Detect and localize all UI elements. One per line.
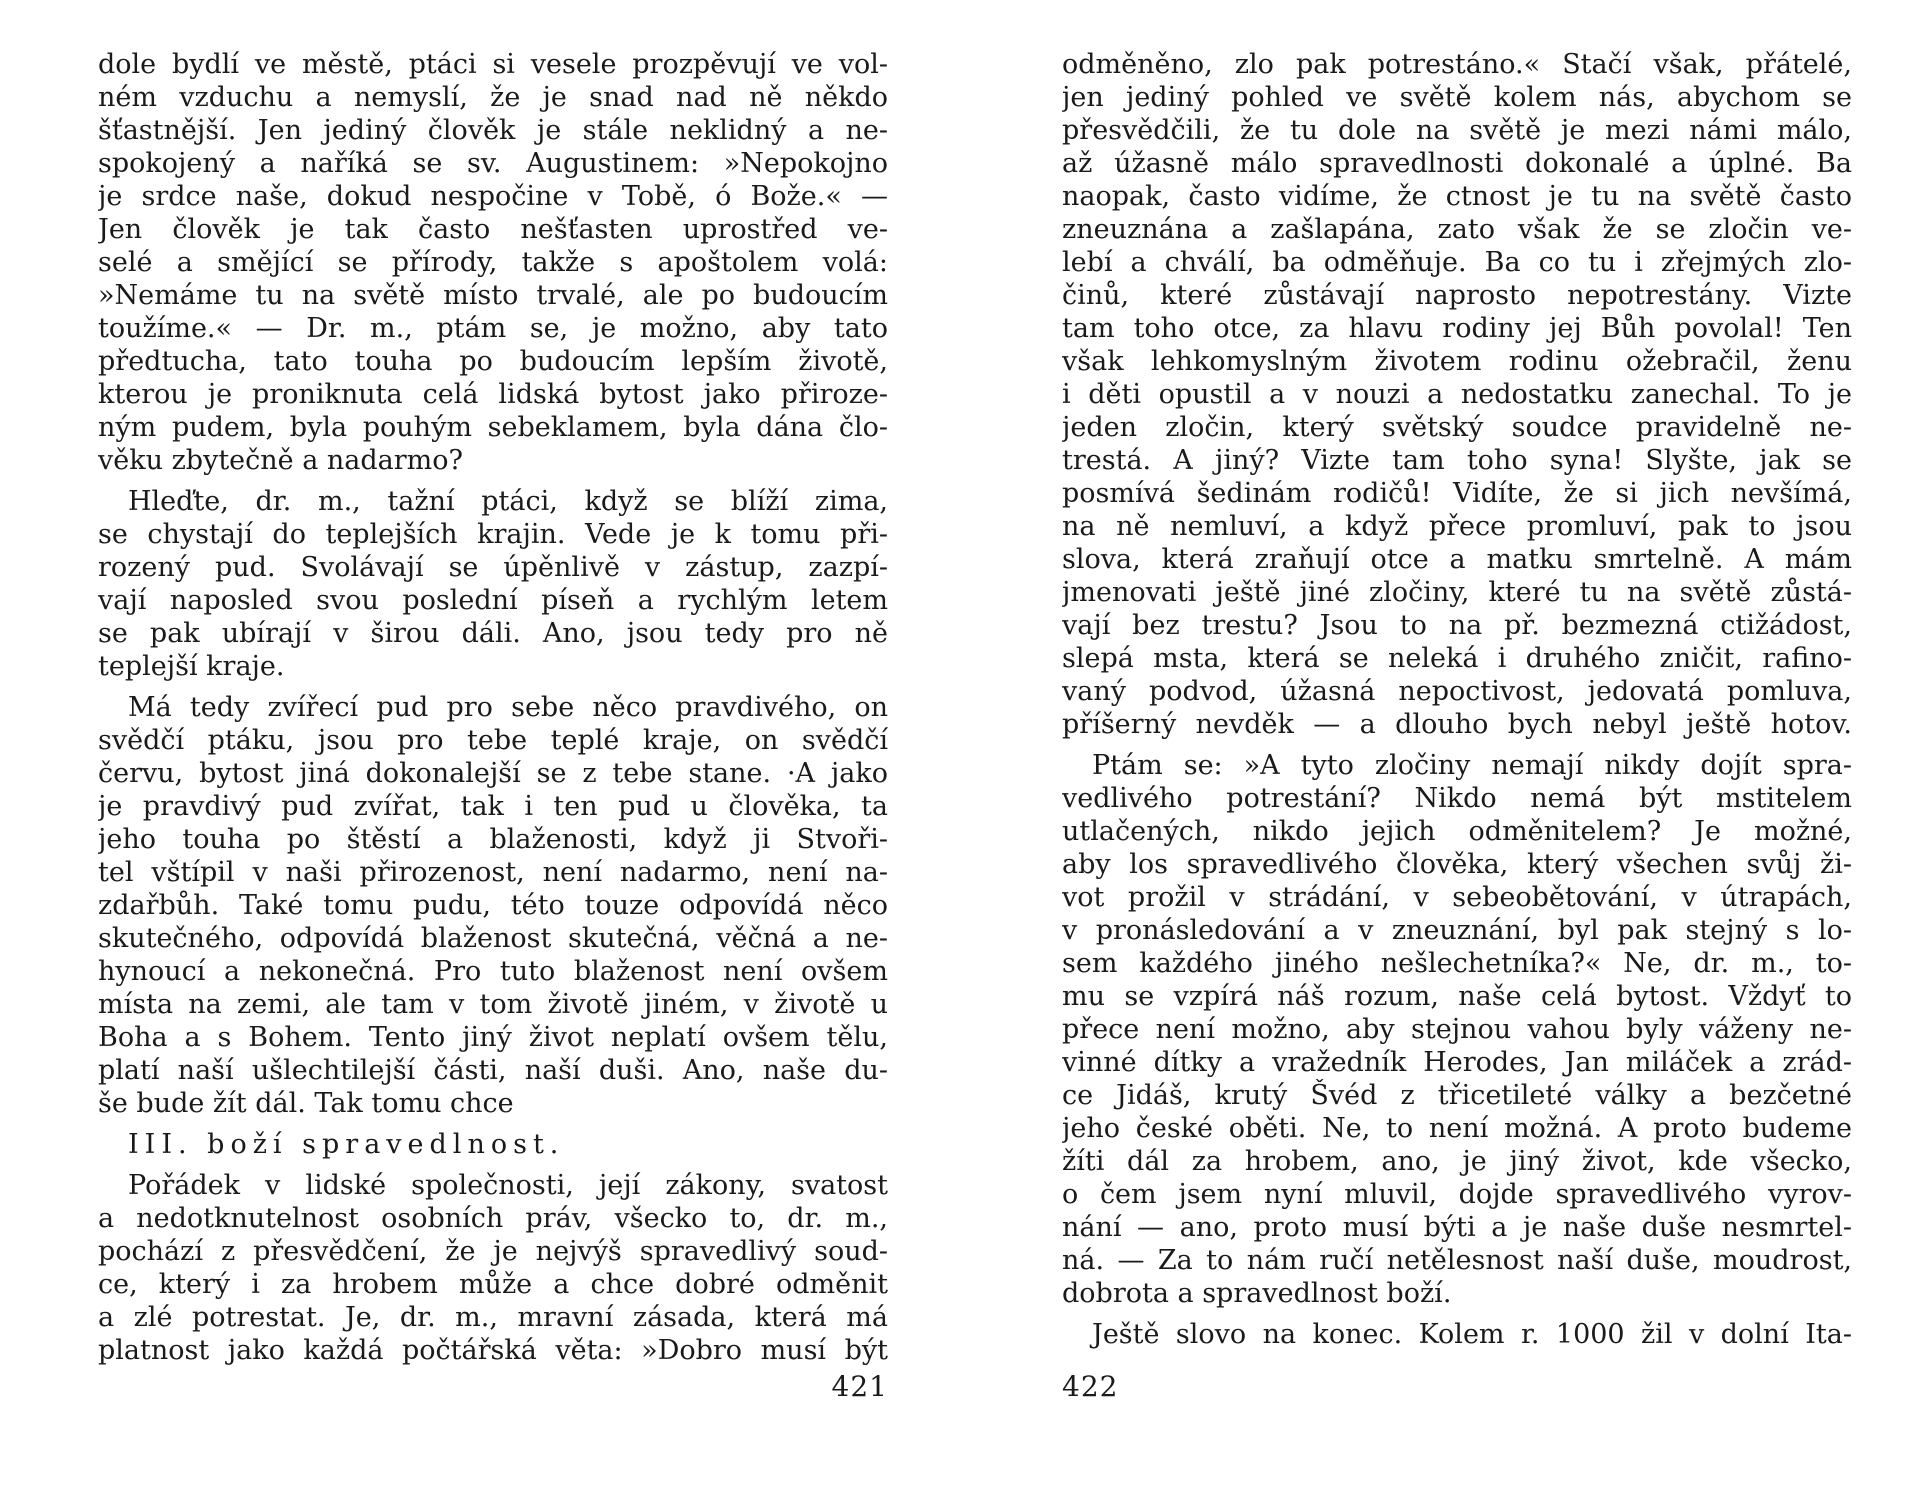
text-line: še bude žít dál. Tak tomu chce xyxy=(98,1088,514,1119)
text-line: a nedotknutelnost osobních práv, všecko to, dr. m., xyxy=(98,1203,888,1234)
text-line: se chystají do teplejších krajin. Vede je k tomu při- xyxy=(98,519,888,550)
text-line: teplejší kraje. xyxy=(98,651,285,682)
text-line: předtucha, tato touha po budoucím lepším životě, xyxy=(98,346,888,377)
text-line: slova, která zraňují otce a matku smrtelně. A mám xyxy=(1062,544,1852,575)
text-line: přece není možno, aby stejnou vahou byly váženy ne- xyxy=(1062,1014,1852,1045)
text-line: posmívá šedinám rodičů! Vidíte, že si jich nevšímá, xyxy=(1062,478,1852,509)
left-page xyxy=(98,0,888,1500)
text-line: místa na zemi, ale tam v tom životě jiném, v životě u xyxy=(98,989,888,1020)
text-line: odměněno, zlo pak potrestáno.« Stačí však, přátelé, xyxy=(1062,49,1852,80)
text-line: slepá msta, která se neleká i druhého zničit, rafino- xyxy=(1062,643,1852,674)
text-line: platí naší ušlechtilejší části, naší duši. Ano, naše du- xyxy=(98,1055,888,1086)
right-page-text xyxy=(1062,48,1852,1351)
text-line: lebí a chválí, ba odměňuje. Ba co tu i zřejmých zlo- xyxy=(1062,247,1852,278)
text-line: červu, bytost jiná dokonalejší se z tebe stane. ·A jako xyxy=(98,758,888,789)
text-line: vají naposled svou poslední píseň a rychlým letem xyxy=(98,585,888,616)
text-line: aby los spravedlivého člověka, který všechen svůj ži- xyxy=(1062,849,1852,880)
text-line: a zlé potrestat. Je, dr. m., mravní zásada, která má xyxy=(98,1302,888,1333)
text-line: žíti dál za hrobem, ano, je jiný život, kde všecko, xyxy=(1062,1146,1852,1177)
text-line: trestá. A jiný? Vizte tam toho syna! Slyšte, jak se xyxy=(1062,445,1852,476)
text-line: jen jediný pohled ve světě kolem nás, abychom se xyxy=(1062,82,1852,113)
text-line: ným pudem, byla pouhým sebeklamem, byla dána člo- xyxy=(98,412,888,443)
text-line: vinné dítky a vražedník Herodes, Jan miláček a zrád- xyxy=(1062,1047,1852,1078)
text-line: nání — ano, proto musí býti a je naše duše nesmrtel- xyxy=(1062,1212,1852,1243)
text-line: zneuznána a zašlapána, zato však že se zločin ve- xyxy=(1062,214,1852,245)
paragraph-first-line: Ptám se: »A tyto zločiny nemají nikdy dojít spra- xyxy=(1092,750,1852,781)
text-line: však lehkomyslným životem rodinu ožebračil, ženu xyxy=(1062,346,1852,377)
text-line: naopak, často vidíme, že ctnost je tu na světě často xyxy=(1062,181,1852,212)
right-page xyxy=(1062,0,1852,1500)
text-line: skutečného, odpovídá blaženost skutečná, věčná a ne- xyxy=(98,923,888,954)
text-line: vedlivého potrestání? Nikdo nemá být mstitelem xyxy=(1062,783,1852,814)
text-line: je pravdivý pud zvířat, tak i ten pud u člověka, ta xyxy=(98,791,888,822)
text-line: se pak ubírají v širou dáli. Ano, jsou tedy pro ně xyxy=(98,618,888,649)
text-line: v pronásledování a v zneuznání, byl pak stejný s lo- xyxy=(1062,915,1852,946)
text-line: dole bydlí ve městě, ptáci si vesele prozpěvují ve vol- xyxy=(98,49,888,80)
page-number: 422 xyxy=(1062,1370,1119,1403)
text-line: o čem jsem nyní mluvil, dojde spravedlivého vyrov- xyxy=(1062,1179,1852,1210)
paragraph-first-line: Hleďte, dr. m., tažní ptáci, když se blíží zima, xyxy=(128,486,888,517)
text-line: až úžasně málo spravedlnosti dokonalé a úplné. Ba xyxy=(1062,148,1852,179)
text-line: Jen člověk je tak často nešťasten uprostřed ve- xyxy=(98,214,888,245)
text-line: vaný podvod, úžasná nepoctivost, jedovatá pomluva, xyxy=(1062,676,1852,707)
text-line: vají bez trestu? Jsou to na př. bezmezná ctižádost, xyxy=(1062,610,1852,641)
text-line: svědčí ptáku, jsou pro tebe teplé kraje, on svědčí xyxy=(98,725,888,756)
text-line: na ně nemluví, a když přece promluví, pak to jsou xyxy=(1062,511,1852,542)
text-line: toužíme.« — Dr. m., ptám se, je možno, aby tato xyxy=(98,313,888,344)
section-heading: III. boží spravedlnost. xyxy=(128,1129,565,1160)
text-line: ná. — Za to nám ručí netělesnost naší duše, moudrost, xyxy=(1062,1245,1852,1276)
text-line: ce, který i za hrobem může a chce dobré odměnit xyxy=(98,1269,888,1300)
text-line: selé a smějící se přírody, takže s apoštolem volá: xyxy=(98,247,888,278)
text-line: přesvědčili, že tu dole na světě je mezi námi málo, xyxy=(1062,115,1852,146)
text-line: jmenovati ještě jiné zločiny, které tu na světě zůstá- xyxy=(1062,577,1852,608)
text-line: šťastnější. Jen jediný člověk je stále neklidný a ne- xyxy=(98,115,888,146)
text-line: utlačených, nikdo jejich odměnitelem? Je možné, xyxy=(1062,816,1852,847)
text-line: ném vzduchu a nemyslí, že je snad nad ně někdo xyxy=(98,82,888,113)
text-line: věku zbytečně a nadarmo? xyxy=(98,445,464,476)
text-line: platnost jako každá počtářská věta: »Dobro musí být xyxy=(98,1335,888,1366)
paragraph-first-line: Pořádek v lidské společnosti, její zákony, svatost xyxy=(128,1170,888,1201)
text-line: dobrota a spravedlnost boží. xyxy=(1062,1278,1452,1309)
text-line: sem každého jiného nešlechetníka?« Ne, dr. m., to- xyxy=(1062,948,1852,979)
text-line: spokojený a naříká se sv. Augustinem: »Nepokojno xyxy=(98,148,888,179)
paragraph-first-line: Má tedy zvířecí pud pro sebe něco pravdivého, on xyxy=(128,692,888,723)
text-line: kterou je proniknuta celá lidská bytost jako přiroze- xyxy=(98,379,888,410)
text-line: vot prožil v strádání, v sebeobětování, v útrapách, xyxy=(1062,882,1852,913)
text-line: rozený pud. Svolávají se úpěnlivě v zástup, zazpí- xyxy=(98,552,888,583)
text-line: činů, které zůstávají naprosto nepotrestány. Vizte xyxy=(1062,280,1852,311)
left-page-text xyxy=(98,48,888,1367)
text-line: je srdce naše, dokud nespočine v Tobě, ó Bože.« — xyxy=(98,181,888,212)
text-line: mu se vzpírá náš rozum, naše celá bytost. Vždyť to xyxy=(1062,981,1852,1012)
text-line: jeho touha po štěstí a blaženosti, když ji Stvoři- xyxy=(98,824,888,855)
text-line: tel vštípil v naši přirozenost, není nadarmo, není na- xyxy=(98,857,888,888)
text-line: ce Jidáš, krutý Švéd z třicetileté války a bezčetné xyxy=(1062,1080,1852,1111)
page-number: 421 xyxy=(831,1370,888,1403)
text-line: »Nemáme tu na světě místo trvalé, ale po budoucím xyxy=(98,280,888,311)
text-line: tam toho otce, za hlavu rodiny jej Bůh povolal! Ten xyxy=(1062,313,1852,344)
text-line: jeden zločin, který světský soudce pravidelně ne- xyxy=(1062,412,1852,443)
text-line: pochází z přesvědčení, že je nejvýš spravedlivý soud- xyxy=(98,1236,888,1267)
text-line: hynoucí a nekonečná. Pro tuto blaženost není ovšem xyxy=(98,956,888,987)
text-line: jeho české oběti. Ne, to není možná. A proto budeme xyxy=(1062,1113,1852,1144)
text-line: zdařbůh. Také tomu pudu, této touze odpovídá něco xyxy=(98,890,888,921)
paragraph-first-line: Ještě slovo na konec. Kolem r. 1000 žil v dolní Ita- xyxy=(1092,1319,1852,1350)
text-line: i děti opustil a v nouzi a nedostatku zanechal. To je xyxy=(1062,379,1852,410)
text-line: Boha a s Bohem. Tento jiný život neplatí ovšem tělu, xyxy=(98,1022,888,1053)
text-line: příšerný nevděk — a dlouho bych nebyl ještě hotov. xyxy=(1062,709,1852,740)
